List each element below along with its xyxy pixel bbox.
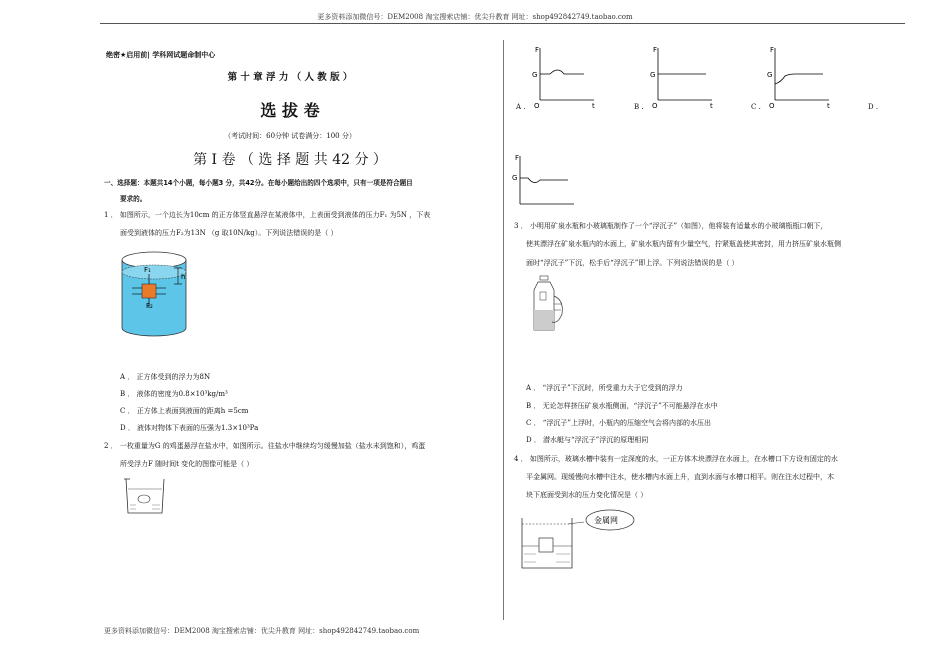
q1-stem-line2: 面受到液体的压力F₂为13N （g 取10N/kg）。下列说法错误的是（ ） xyxy=(120,229,338,237)
exam-info: （考试时间：60分钟 试卷满分：100 分） xyxy=(224,132,356,140)
q2-graph-b-o: O xyxy=(652,102,658,110)
q3-stem-line1: 3 ． 小明用矿泉水瓶和小玻璃瓶制作了一个“浮沉子”（如图），他将装有适量水的小玻璃瓶瓶口朝下， xyxy=(514,222,828,230)
q1-option-a: A ． 正方体受到的浮力为8N xyxy=(120,373,211,381)
chapter-title: 第 十 章 浮 力 （ 人 教 版 ） xyxy=(227,72,353,83)
q3-option-b: B ． 无论怎样挤压矿泉水瓶侧面，“浮沉子”不可能悬浮在水中 xyxy=(526,402,718,410)
q2-graph-a-o: O xyxy=(534,102,540,110)
q2-graph-a xyxy=(530,44,600,110)
q1-figure xyxy=(118,248,198,340)
q2-stem-line2: 所受浮力F 随时间t 变化的图像可能是（ ） xyxy=(120,460,254,468)
q3-stem-line3: 面时“浮沉子”下沉，松手后“浮沉子”即上浮。下列说法错误的是（ ） xyxy=(526,259,739,267)
q1-stem-line1: 1 ． 如图所示，一个边长为10cm 的正方体竖直悬浮在某液体中，上表面受到液体的压力F₁ 为5N ，下表 xyxy=(104,211,431,219)
q4-tank-figure xyxy=(518,508,638,570)
q2-graph-c-g: G xyxy=(767,71,773,79)
q4-stem-line3: 块下底面受到水的压力变化情况是（ ） xyxy=(526,491,648,499)
q3-bottle-figure xyxy=(528,274,570,336)
q2-graph-b-f: F xyxy=(653,46,658,54)
q2-graph-c-o: O xyxy=(769,102,775,110)
q2-option-d-letter: D . xyxy=(868,103,879,111)
column-divider xyxy=(503,40,504,620)
q2-graph-c-t: t xyxy=(827,102,830,110)
q2-option-a-letter: A . xyxy=(516,103,526,111)
q1-option-c: C ． 正方体上表面到液面的距离h =5cm xyxy=(120,407,249,415)
q1-option-b: B ． 液体的密度为0.8×10³kg/m³ xyxy=(120,390,228,398)
secret-line: 绝密★启用前| 学科网试题命制中心 xyxy=(106,51,216,59)
q2-graph-a-g: G xyxy=(532,71,538,79)
q3-option-c: C ． “浮沉子”上浮时，小瓶内的压缩空气会将内部的水压出 xyxy=(526,419,711,427)
section-intro-line2: 要求的。 xyxy=(120,195,147,203)
q2-graph-c xyxy=(765,44,835,110)
top-rule xyxy=(100,23,905,24)
q2-graph-b-t: t xyxy=(710,102,713,110)
q2-beaker-figure xyxy=(122,475,168,517)
q2-option-b-letter: B . xyxy=(634,103,644,111)
q2-graph-d xyxy=(510,152,580,212)
bottom-footer-text: 更多资料添加微信号：DEM2008 淘宝搜索店铺：优尖升教育 网址：shop492842749.taobao.com xyxy=(104,627,420,635)
top-header-text: 更多资料添加微信号：DEM2008 淘宝搜索店铺：优尖升教育 网址：shop492842749.taobao.com xyxy=(317,13,633,21)
q3-stem-line2: 使其漂浮在矿泉水瓶内的水面上，矿泉水瓶内留有少量空气，拧紧瓶盖使其密封，用力挤压矿泉水瓶侧 xyxy=(526,240,841,248)
q2-graph-c-f: F xyxy=(770,46,775,54)
q1-option-d: D ． 液体对物体下表面的压强为1.3×10³Pa xyxy=(120,424,259,432)
part-title: 第 Ⅰ 卷 （ 选 择 题 共 42 分 ） xyxy=(193,152,387,168)
q3-option-d: D ． 潜水艇与“浮沉子”浮沉的原理相同 xyxy=(526,436,649,444)
q2-graph-d-g: G xyxy=(512,174,518,182)
q2-option-c-letter: C . xyxy=(751,103,761,111)
q4-callout-text: 金属网 xyxy=(594,516,618,525)
q2-graph-b-g: G xyxy=(650,71,656,79)
q1-fig-label-f1: F₁ xyxy=(144,266,151,274)
q2-graph-a-f: F xyxy=(535,46,540,54)
q1-fig-label-f2: F₂ xyxy=(146,302,153,310)
q2-graph-d-f: F xyxy=(515,154,520,162)
q2-graph-b xyxy=(648,44,718,110)
q1-fig-label-h: h xyxy=(181,273,186,281)
q4-stem-line2: 平金属网。现缓慢向水槽中注水，使水槽内水面上升，直到水面与水槽口相平。则在注水过程中，木 xyxy=(526,473,834,481)
main-title: 选 拔 卷 xyxy=(260,101,320,120)
q2-stem-line1: 2 ． 一枚重量为G 的鸡蛋悬浮在盐水中，如图所示。往盐水中继续均匀缓慢加盐（盐水未到饱和），鸡蛋 xyxy=(104,442,426,450)
q2-graph-a-t: t xyxy=(592,102,595,110)
q4-stem-line1: 4 ． 如图所示，玻璃水槽中装有一定深度的水，一正方体木块漂浮在水面上，在水槽口下方设有固定的水 xyxy=(514,455,838,463)
section-intro-line1: 一、选择题：本题共14个小题，每小题3 分，共42分。在每小题给出的四个选项中，只有一项是符合题目 xyxy=(104,179,413,187)
q3-option-a: A ． “浮沉子”下沉时，所受重力大于它受到的浮力 xyxy=(526,384,683,392)
